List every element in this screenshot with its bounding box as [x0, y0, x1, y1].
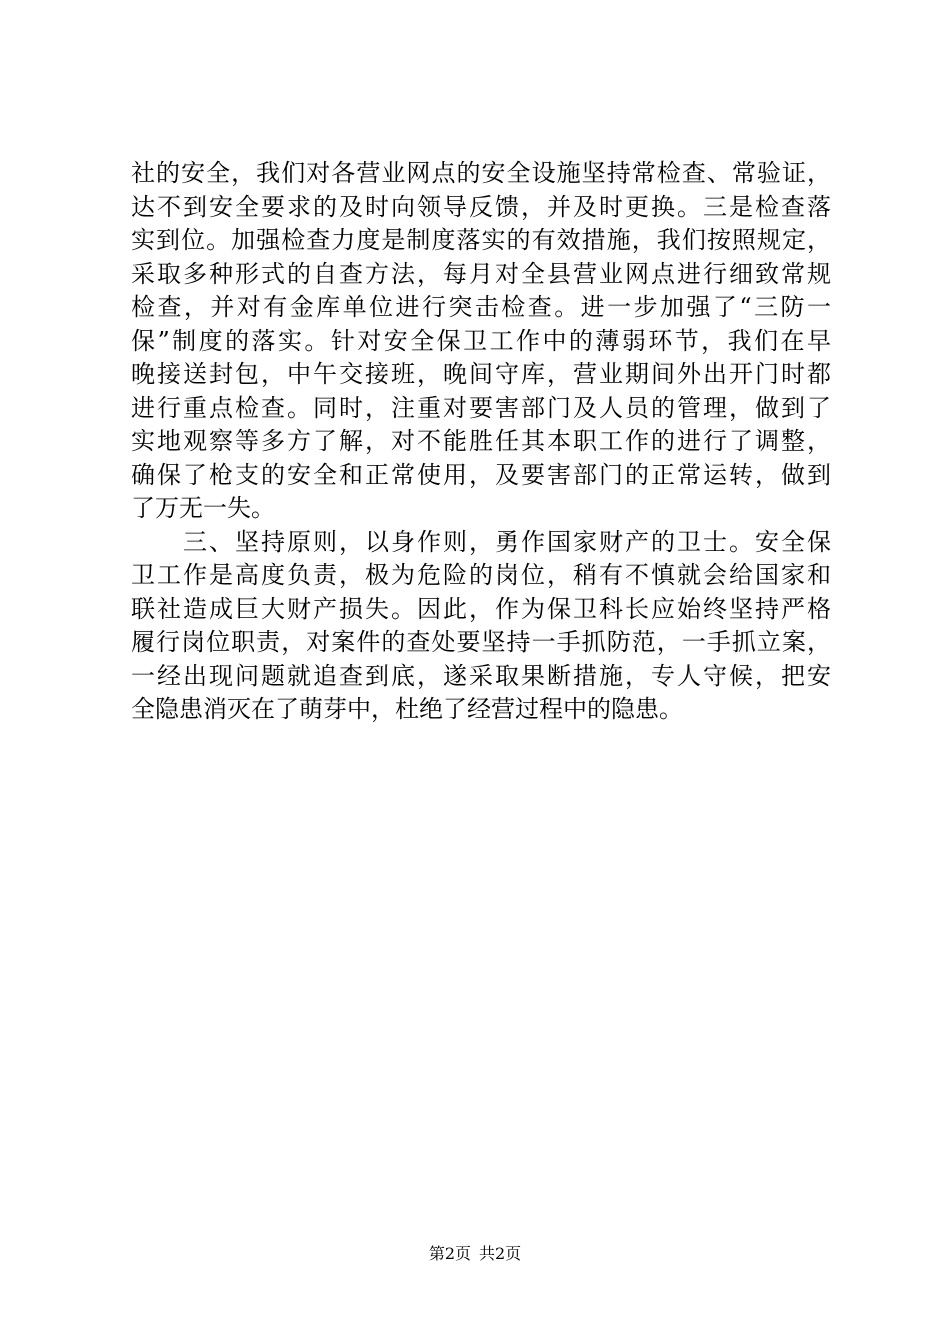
text-line: 达不到安全要求的及时向领导反馈，并及时更换。三是检查落 — [131, 192, 831, 221]
text-line: 采取多种形式的自查方法，每月对全县营业网点进行细致常规 — [131, 259, 831, 288]
text-line: 进行重点检查。同时，注重对要害部门及人员的管理，做到了 — [131, 393, 831, 422]
text-line: 了万无一失。 — [131, 494, 275, 522]
text-line: 联社造成巨大财产损失。因此，作为保卫科长应始终坚持严格 — [131, 594, 831, 623]
text-line: 晚接送封包，中午交接班，晚间守库，营业期间外出开门时都 — [131, 360, 831, 388]
text-line: 三、坚持原则，以身作则，勇作国家财产的卫士。安全保 — [131, 527, 831, 556]
text-line: 实地观察等多方了解，对不能胜任其本职工作的进行了调整， — [131, 427, 831, 455]
page-footer — [0, 1243, 950, 1265]
page-total: 共2页 — [479, 1244, 522, 1263]
document-body — [131, 157, 831, 727]
text-line: 保”制度的落实。针对安全保卫工作中的薄弱环节，我们在早 — [131, 326, 831, 355]
paragraph-1 — [131, 157, 831, 526]
text-line: 实到位。加强检查力度是制度落实的有效措施，我们按照规定， — [131, 226, 831, 254]
text-line: 社的安全，我们对各营业网点的安全设施坚持常检查、常验证， — [131, 159, 831, 187]
text-line: 卫工作是高度负责，极为危险的岗位，稍有不慎就会给国家和 — [131, 561, 831, 589]
text-line: 履行岗位职责，对案件的查处要坚持一手抓防范，一手抓立案， — [131, 628, 831, 656]
text-line: 检查，并对有金库单位进行突击检查。进一步加强了“三防一 — [131, 293, 831, 321]
paragraph-2 — [131, 526, 831, 727]
text-line: 全隐患消灭在了萌芽中，杜绝了经营过程中的隐患。 — [131, 695, 683, 723]
text-line: 确保了枪支的安全和正常使用，及要害部门的正常运转，做到 — [131, 460, 831, 489]
page-number: 第2页 — [428, 1244, 471, 1263]
text-line: 一经出现问题就追查到底，遂采取果断措施，专人守候，把安 — [131, 661, 831, 690]
